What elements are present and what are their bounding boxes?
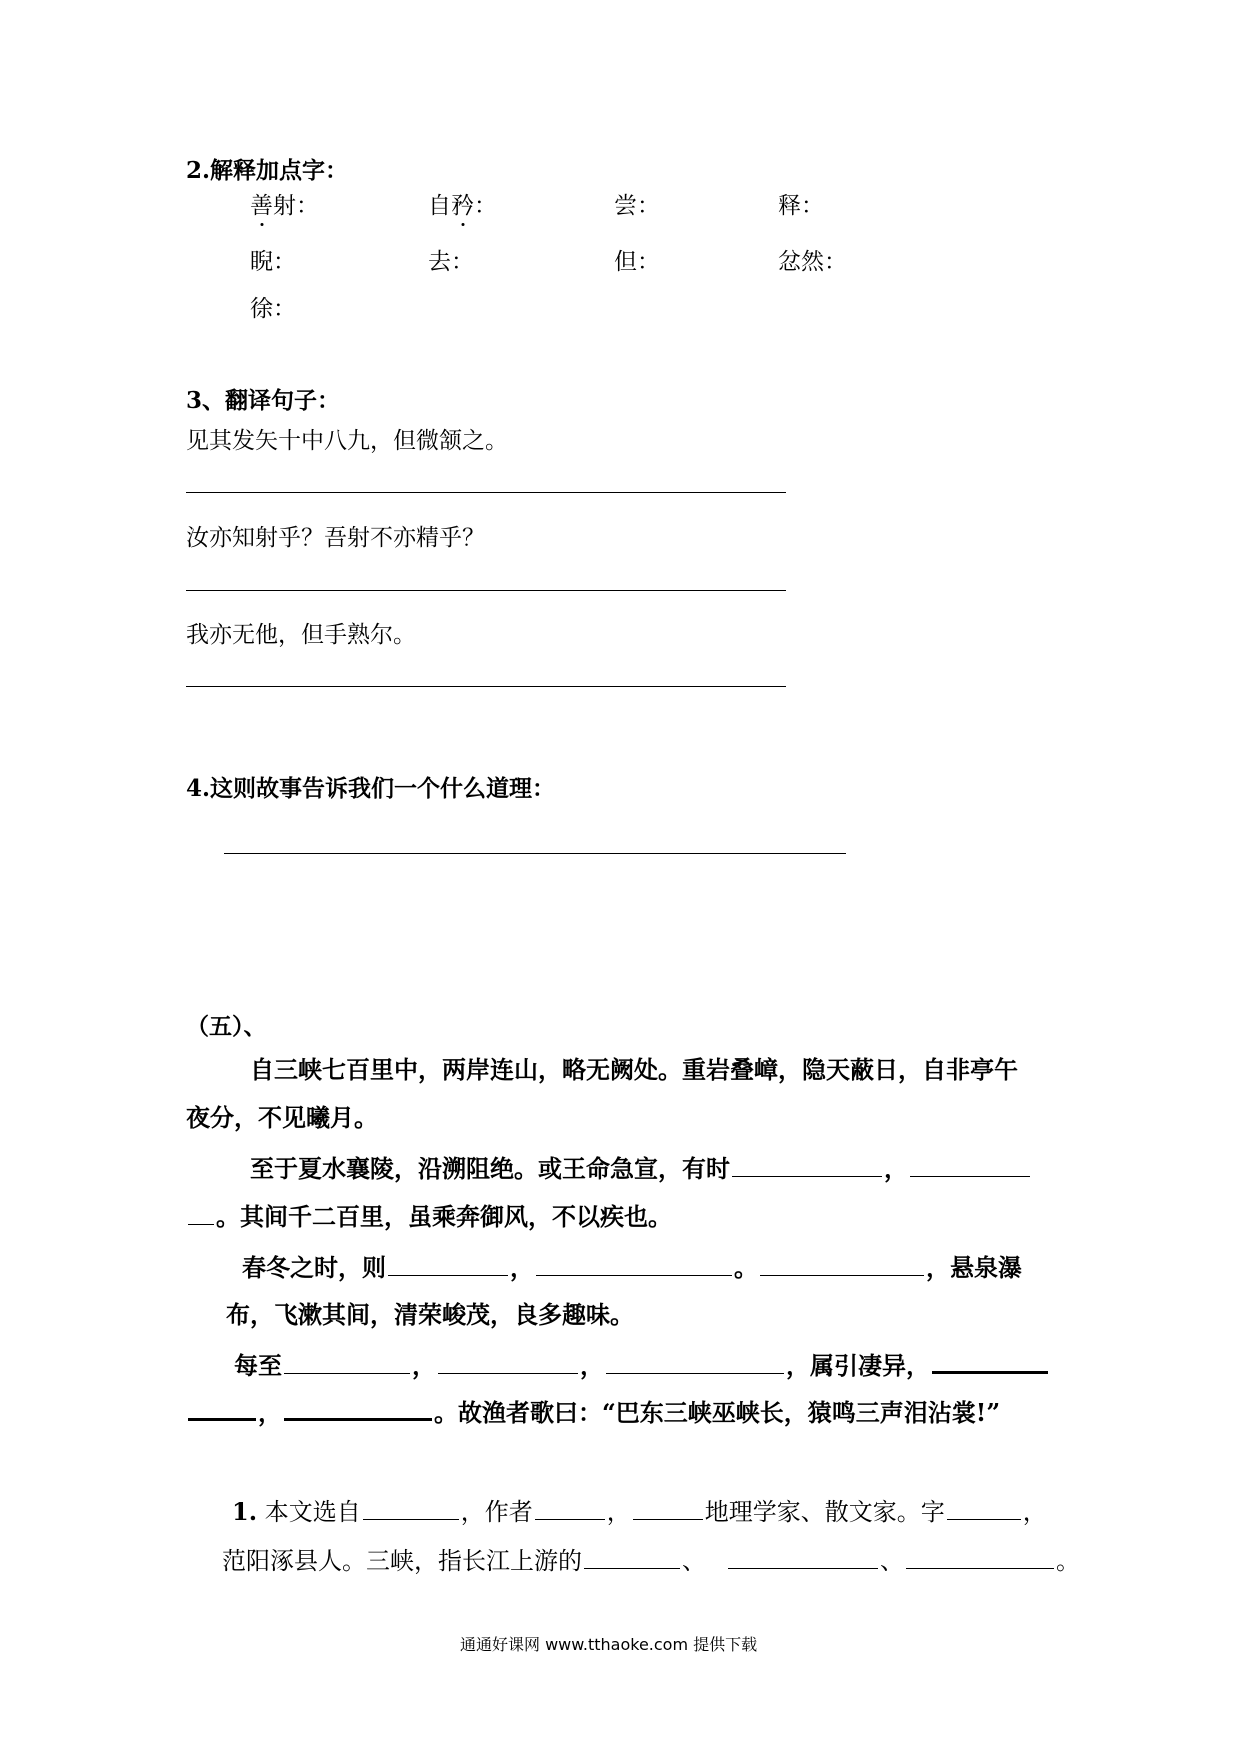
passage-line: 布，飞漱其间，清荣峻茂，良多趣味。 xyxy=(226,1300,634,1329)
passage-line: 自三峡七百里中，两岸连山，略无阙处。重岩叠嶂，隐天蔽日，自非亭午 xyxy=(250,1055,1018,1084)
q4-heading: 4.这则故事告诉我们一个什么道理： xyxy=(186,775,556,802)
blank-field[interactable] xyxy=(760,1253,924,1276)
q2-item-ni: 睨： xyxy=(250,249,296,275)
q2-item-shi: 释： xyxy=(778,193,824,219)
blank-field[interactable] xyxy=(606,1351,784,1374)
passage-line: 每至 ， ， ，属引凄异， xyxy=(234,1346,1050,1381)
q2-item-qu: 去： xyxy=(428,249,474,275)
blank-field[interactable] xyxy=(438,1351,578,1374)
blank-field[interactable] xyxy=(188,1396,256,1421)
passage-line: 至于夏水襄陵，沿溯阻绝。或王命急宣，有时 ， xyxy=(250,1149,1032,1184)
answer-line[interactable] xyxy=(186,590,786,591)
passage-line: 春冬之时，则 ， 。 ，悬泉瀑 xyxy=(242,1253,1022,1282)
q3-sentence-3: 我亦无他，但手熟尔。 xyxy=(186,622,416,648)
blank-field[interactable] xyxy=(535,1497,605,1520)
q2-item-xu: 徐： xyxy=(250,296,296,322)
q5-1-line-2: 范阳涿县人。三峡，指长江上游的 、 、 。 xyxy=(222,1547,1080,1575)
answer-line[interactable] xyxy=(186,686,786,687)
q3-heading: 3、翻译句子： xyxy=(186,387,341,414)
q2-item-shanshe: 善射： xyxy=(250,193,319,219)
blank-field[interactable] xyxy=(284,1396,432,1421)
passage-line: 。其间千二百里，虽乘奔御风，不以疾也。 xyxy=(186,1197,672,1232)
answer-line[interactable] xyxy=(186,492,786,493)
footer-text: 通通好课网 www.tthaoke.com 提供下载 xyxy=(460,1635,758,1654)
blank-field[interactable] xyxy=(932,1349,1048,1374)
q5-1-line-1: 1. 本文选自 ，作者 ， 地理学家、散文家。字 ， xyxy=(232,1497,1047,1526)
q2-item-chang: 尝： xyxy=(614,193,660,219)
q2-item-zijin: 自矜： xyxy=(428,193,497,219)
section5-label: （五）、 xyxy=(186,1013,267,1040)
blank-field[interactable] xyxy=(363,1497,459,1520)
blank-field[interactable] xyxy=(910,1154,1030,1177)
blank-field[interactable] xyxy=(728,1546,878,1569)
blank-field[interactable] xyxy=(732,1154,882,1177)
passage-line: 夜分，不见曦月。 xyxy=(186,1103,378,1132)
blank-field[interactable] xyxy=(284,1351,410,1374)
answer-line[interactable] xyxy=(224,853,846,854)
passage-line: ， 。故渔者歌曰：“巴东三峡巫峡长，猿鸣三声泪沾裳!” xyxy=(186,1393,1000,1428)
blank-field[interactable] xyxy=(536,1253,732,1276)
q3-sentence-2: 汝亦知射乎？吾射不亦精乎？ xyxy=(186,525,485,551)
blank-field[interactable] xyxy=(906,1546,1054,1569)
blank-field[interactable] xyxy=(584,1546,680,1569)
q3-sentence-1: 见其发矢十中八九，但微颔之。 xyxy=(186,428,508,454)
q2-item-dan: 但： xyxy=(614,249,660,275)
blank-field[interactable] xyxy=(188,1202,214,1225)
q2-heading: 2.解释加点字： xyxy=(186,157,349,184)
blank-field[interactable] xyxy=(633,1497,703,1520)
q2-item-fenran: 忿然： xyxy=(778,249,847,275)
blank-field[interactable] xyxy=(947,1497,1021,1520)
blank-field[interactable] xyxy=(388,1253,508,1276)
